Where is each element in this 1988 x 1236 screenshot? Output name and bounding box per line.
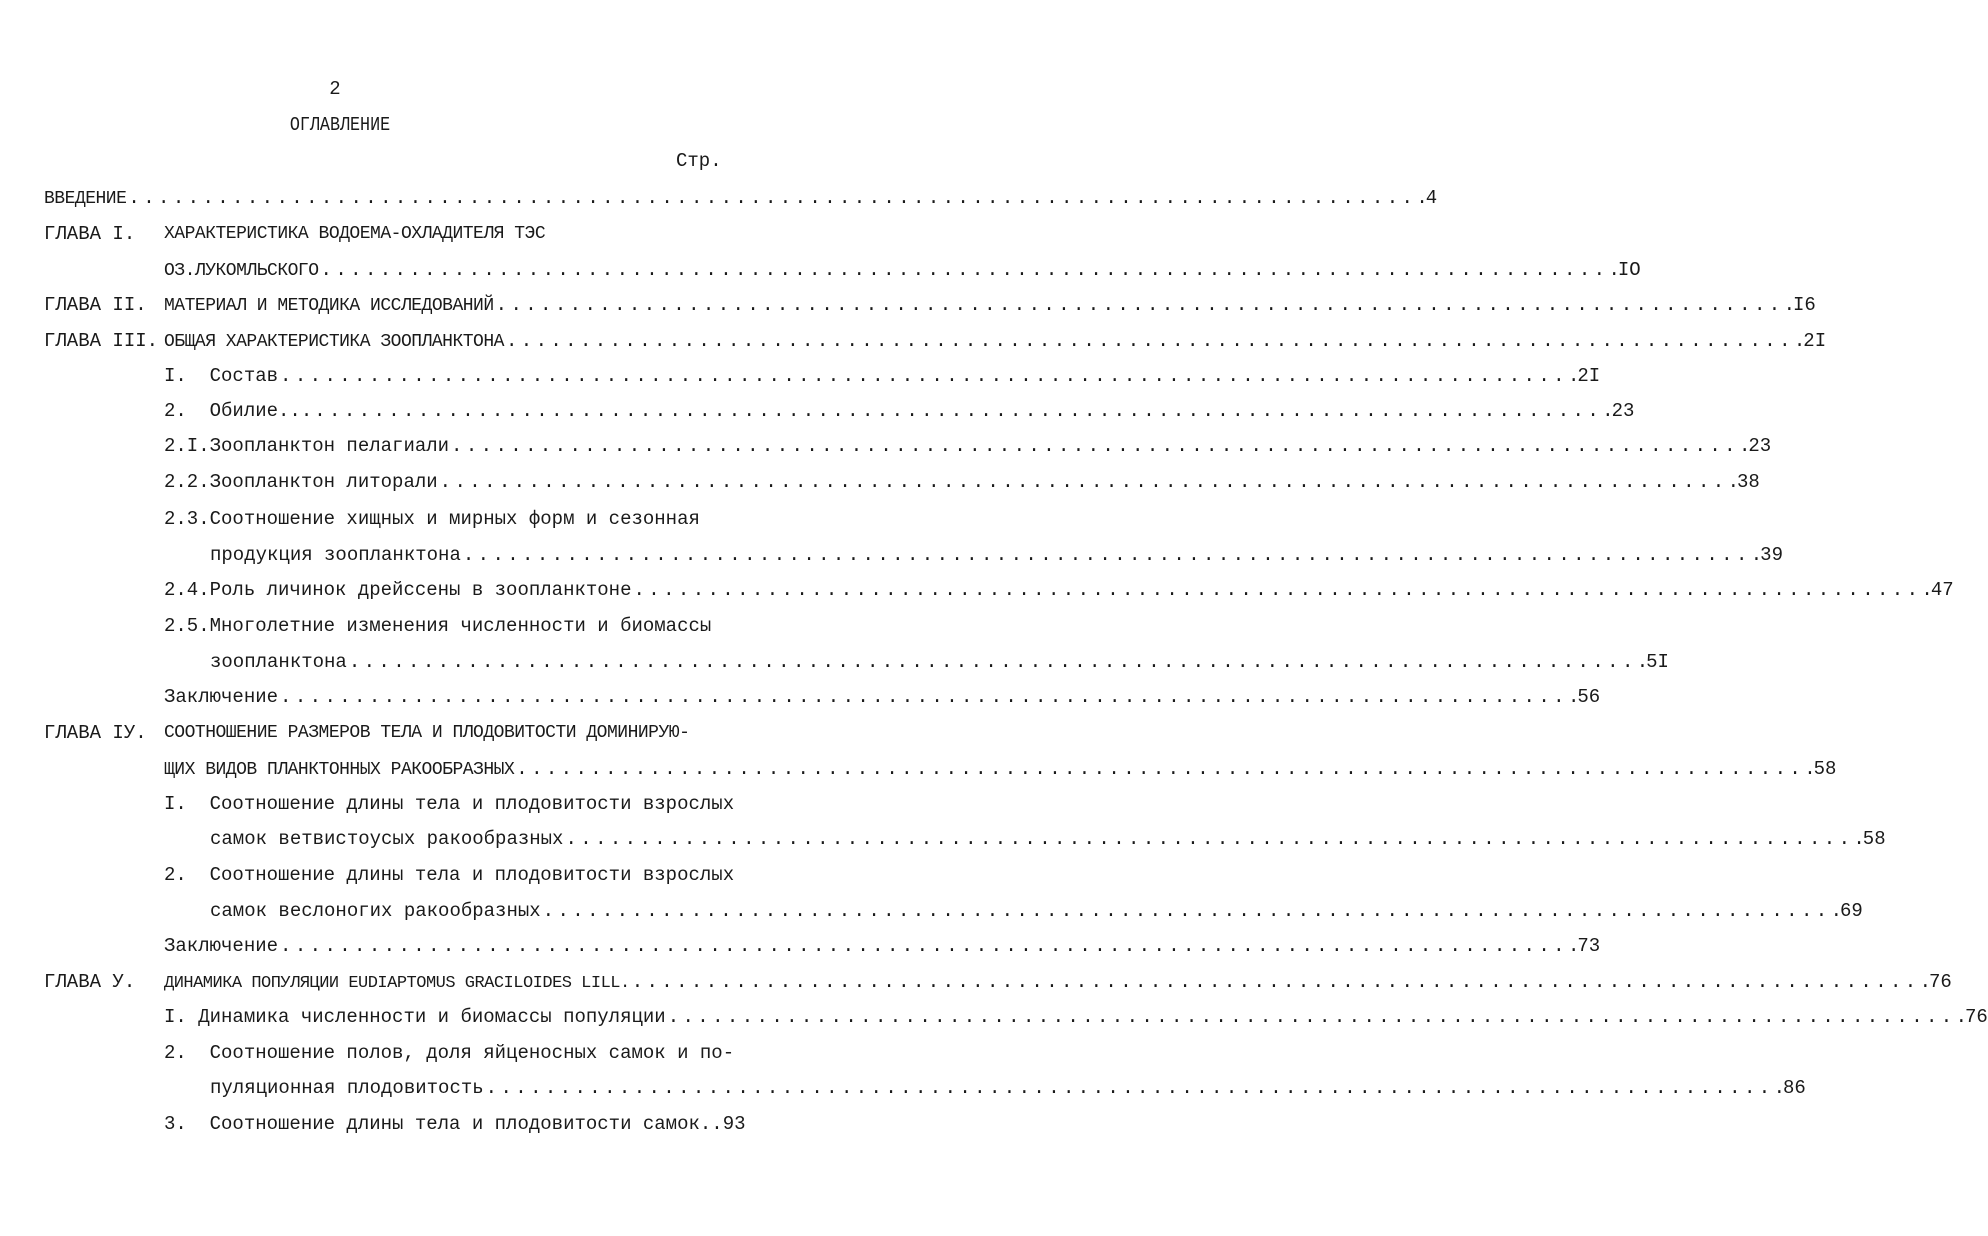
dot-leader [280,683,1575,711]
dot-leader [314,397,1609,425]
entry-page: 56 [1577,686,1601,708]
chapter-label: ГЛАВА III. [44,330,159,352]
dot-leader [349,648,1644,676]
entry-text: Заключение [164,935,279,957]
entry-text: Заключение [164,686,279,708]
dot-leader [128,184,1423,212]
entry-text: ОБЩАЯ ХАРАКТЕРИСТИКА ЗООПЛАНКТОНА [164,332,504,352]
entry-page: 86 [1782,1077,1806,1099]
toc-entry-s3-2 [164,397,1635,425]
toc-entry-s3-23 [164,505,724,533]
toc-entry-ch4 [164,719,724,747]
entry-page: 69 [1839,900,1863,922]
page-column-label: Стр. [676,150,722,172]
entry-text: ДИНАМИКА ПОПУЛЯЦИИ EUDIAPTOMUS GRACILOIDES LILL. [164,974,630,993]
entry-page: 47 [1930,579,1954,601]
entry-text: ОЗ.ЛУКОМЛЬСКОГО [164,261,319,281]
toc-entry-intro [44,184,1438,212]
toc-entry-s5-2 [164,1039,735,1067]
entry-page: 39 [1760,544,1783,566]
entry-page: IO [1617,259,1641,281]
entry-page: 93 [722,1113,746,1135]
toc-entry-s4-conclusion [164,932,1601,960]
toc-entry-s4-1 [164,790,735,818]
entry-text: 2.4.Роль личинок дрейссены в зоопланктоне [164,579,632,601]
entry-page: 2I [1803,330,1827,352]
toc-entry-s5-2-cont [210,1074,1806,1102]
dot-leader [516,755,1811,783]
entry-text: МАТЕРИАЛ И МЕТОДИКА ИССЛЕДОВАНИЙ [164,296,494,316]
entry-text: СООТНОШЕНИЕ РАЗМЕРОВ ТЕЛА И ПЛОДОВИТОСТИ ДОМИНИРУЮ- [164,723,690,743]
toc-entry-ch3 [164,327,1827,355]
toc-entry-s4-2 [164,861,735,889]
entry-text: ХАРАКТЕРИСТИКА ВОДОЕМА-ОХЛАДИТЕЛЯ ТЭС [164,224,546,244]
entry-text: ЩИХ ВИДОВ ПЛАНКТОННЫХ РАКООБРАЗНЫХ [164,760,515,780]
dot-leader [633,576,1928,604]
entry-page: 23 [1611,400,1635,422]
dot-leader [321,256,1616,284]
entry-text: I. Динамика численности и биомассы популяции [164,1006,666,1028]
dot-leader [543,897,1838,925]
entry-page: 76 [1929,971,1952,993]
entry-page: 4 [1425,187,1438,209]
toc-entry-s4-1-cont [210,825,1886,853]
entry-text: I. Соотношение длины тела и плодовитости взрослых [164,793,735,815]
dot-leader [632,968,1927,996]
entry-text: 2. Соотношение длины тела и плодовитости взрослых [164,864,735,886]
entry-page: 76 [1965,1006,1988,1028]
chapter-label: ГЛАВА II. [44,294,147,316]
entry-text: 2. Соотношение полов, доля яйценосных самок и по- [164,1042,735,1064]
toc-entry-s5-3 [164,1110,746,1138]
toc-entry-ch5 [164,968,1952,996]
chapter-label: ГЛАВА IУ. [44,722,147,744]
entry-page: 58 [1813,758,1837,780]
entry-text: 3. Соотношение длины тела и плодовитости самок.. [164,1113,723,1135]
dot-leader [451,432,1746,460]
toc-entry-s3-22 [164,468,1760,496]
entry-page: 2I [1577,365,1601,387]
toc-entry-ch1-cont [164,256,1641,284]
dot-leader [496,291,1791,319]
entry-text: пуляционная плодовитость [210,1077,484,1099]
dot-leader [280,932,1575,960]
chapter-label: ГЛАВА У. [44,971,136,993]
entry-text: 2.5.Многолетние изменения численности и биомассы [164,615,712,637]
dot-leader [506,327,1801,355]
dot-leader [463,541,1758,569]
entry-page: 73 [1577,935,1601,957]
toc-entry-s3-24 [164,576,1954,604]
entry-text: 2.2.Зоопланктон литорали [164,471,438,493]
dot-leader [668,1003,1963,1031]
toc-entry-s4-2-cont [210,897,1863,925]
entry-page: 5I [1646,651,1669,673]
entry-text: ВВЕДЕНИЕ [44,189,127,209]
dot-leader [486,1074,1781,1102]
toc-entry-s3-25 [164,612,724,640]
entry-text: самок веслоногих ракообразных [210,900,541,922]
entry-text: продукция зоопланктона [210,544,461,566]
entry-page: 58 [1862,828,1886,850]
page-title: ОГЛАВЛЕНИЕ [289,114,391,136]
entry-text: зоопланктона [210,651,347,673]
toc-entry-ch4-cont [164,755,1837,783]
entry-text: 2. Обилие... [164,400,313,422]
toc-entry-ch1 [164,220,724,248]
entry-page: I6 [1792,294,1816,316]
dot-leader [440,468,1735,496]
entry-text: 2.I.Зоопланктон пелагиали [164,435,450,457]
toc-entry-ch2 [164,291,1816,319]
chapter-label: ГЛАВА I. [44,223,136,245]
dot-leader [280,362,1575,390]
toc-entry-s5-1 [164,1003,1988,1031]
toc-entry-s3-conclusion [164,683,1601,711]
entry-text: самок ветвистоусых ракообразных [210,828,564,850]
toc-entry-s3-1 [164,362,1601,390]
entry-text: 2.3.Соотношение хищных и мирных форм и сезонная [164,508,700,530]
page-number: 2 [329,78,341,100]
entry-page: 38 [1736,471,1760,493]
toc-entry-s3-21 [164,432,1772,460]
entry-page: 23 [1748,435,1772,457]
toc-entry-s3-23-cont [210,541,1783,569]
toc-entry-s3-25-cont [210,648,1669,676]
dot-leader [565,825,1860,853]
entry-text: I. Состав [164,365,279,387]
